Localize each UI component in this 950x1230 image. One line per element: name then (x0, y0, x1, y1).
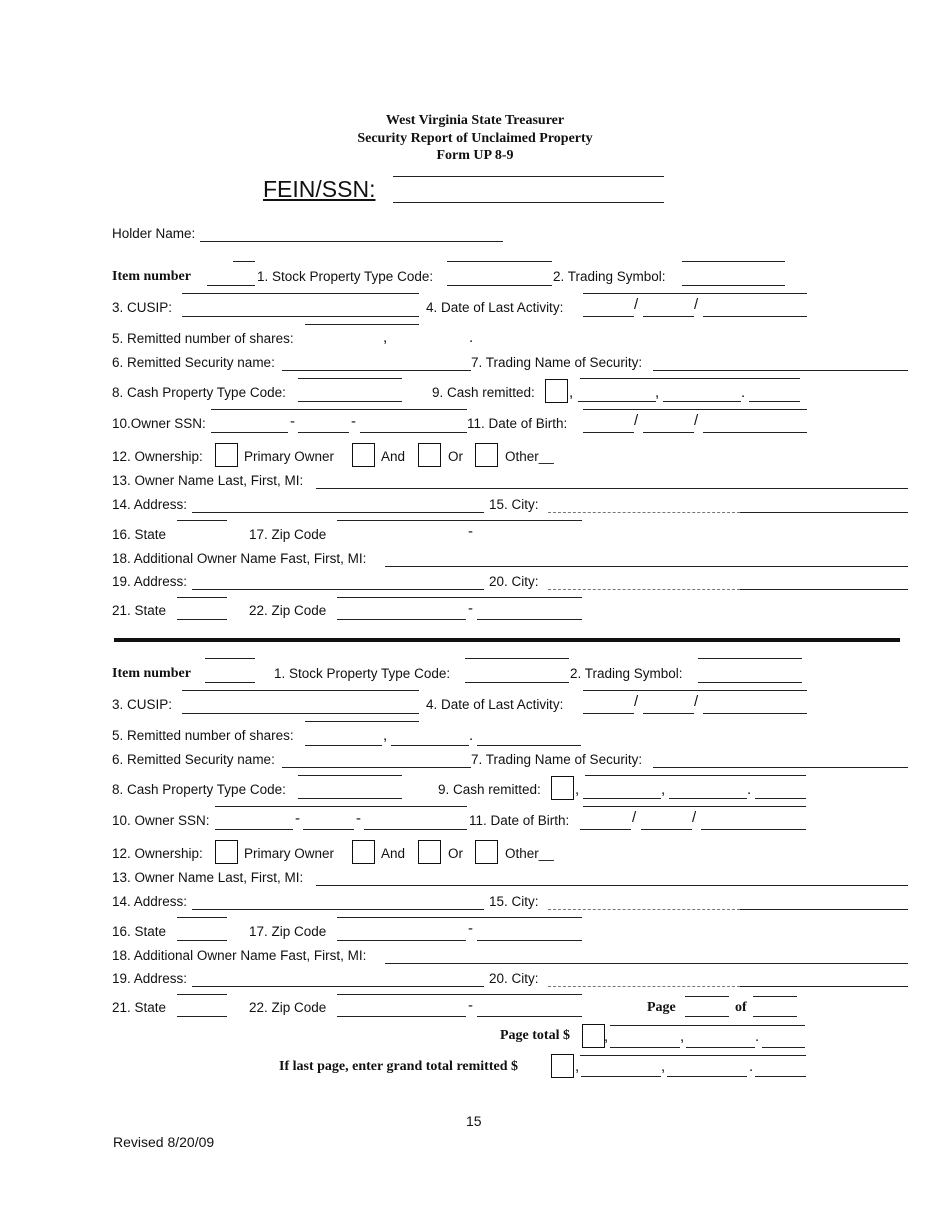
address-label: 19. Address: (112, 971, 188, 986)
dob-year-field[interactable] (703, 432, 807, 433)
last-activity-year-field[interactable] (703, 713, 807, 714)
header-form-number: Form UP 8-9 (436, 148, 514, 163)
state-field[interactable] (177, 619, 227, 620)
fein-ssn-field[interactable] (393, 202, 664, 203)
ssn-hyphen: - (295, 810, 300, 827)
page-number: 15 (466, 1113, 482, 1129)
cash-remitted-label: 9. Cash remitted: (438, 782, 541, 797)
last-activity-year-field[interactable] (703, 316, 807, 317)
date-separator: / (634, 412, 639, 429)
zip-label: 22. Zip Code (249, 603, 327, 618)
ownership-label: 12. Ownership: (112, 449, 203, 464)
date-separator: / (634, 693, 639, 710)
holder-name-field[interactable] (200, 241, 503, 242)
dob-year-field[interactable] (701, 829, 806, 830)
zip-hyphen: - (468, 920, 473, 937)
zip-hyphen: - (468, 997, 473, 1014)
city-field[interactable] (740, 986, 908, 987)
total-comma: , (680, 1028, 685, 1045)
total-comma: , (661, 1058, 666, 1075)
page-number-field[interactable] (685, 1016, 729, 1017)
stock-type-label: 1. Stock Property Type Code: (274, 666, 451, 681)
address-label: 19. Address: (112, 574, 188, 589)
cusip-label: 3. CUSIP: (112, 697, 173, 712)
security-name-field[interactable] (282, 370, 471, 371)
stock-type-label: 1. Stock Property Type Code: (257, 269, 434, 284)
cusip-label: 3. CUSIP: (112, 300, 173, 315)
owner-name-field[interactable] (316, 488, 908, 489)
zip-label: 17. Zip Code (249, 924, 327, 939)
address-field[interactable] (192, 512, 484, 513)
shares-decimal: . (469, 329, 474, 346)
owner-ssn-label: 10.Owner SSN: (112, 416, 206, 431)
ownership-primary-checkbox[interactable] (215, 443, 238, 467)
total-comma: , (575, 1058, 580, 1075)
shares-units-field[interactable] (391, 745, 469, 746)
cash-remitted-thousands-field[interactable] (583, 798, 661, 799)
other-label: Other__ (505, 846, 554, 861)
last-activity-day-field[interactable] (643, 316, 694, 317)
dob-month-field[interactable] (583, 432, 634, 433)
cash-remitted-units-field[interactable] (663, 401, 741, 402)
last-activity-month-field[interactable] (583, 316, 634, 317)
state-label: 16. State (112, 527, 167, 542)
zip-label: 22. Zip Code (249, 1000, 327, 1015)
ownership-or-checkbox[interactable] (418, 443, 441, 467)
revised-date: Revised 8/20/09 (113, 1134, 215, 1150)
other-label: Other__ (505, 449, 554, 464)
cash-remitted-units-field[interactable] (669, 798, 747, 799)
trading-symbol-field[interactable] (698, 682, 802, 683)
owner-ssn-part3-field[interactable] (364, 829, 467, 830)
total-decimal: . (755, 1028, 760, 1045)
remitted-shares-label: 5. Remitted number of shares: (112, 331, 294, 346)
additional-owner-field[interactable] (385, 566, 908, 567)
zip-ext-field[interactable] (477, 940, 582, 941)
ownership-primary-checkbox[interactable] (215, 840, 238, 864)
section-divider (114, 638, 900, 642)
owner-ssn-part3-field[interactable] (360, 432, 467, 433)
date-separator: / (694, 693, 699, 710)
stock-type-field[interactable] (465, 682, 569, 683)
stock-type-field[interactable] (447, 285, 552, 286)
zip-label: 17. Zip Code (249, 527, 327, 542)
zip-field[interactable] (337, 1016, 466, 1017)
page-total-units-field[interactable] (686, 1047, 755, 1048)
grand-total-thousands-field[interactable] (581, 1076, 661, 1077)
trading-name-label: 7. Trading Name of Security: (471, 355, 643, 370)
primary-owner-label: Primary Owner (244, 846, 335, 861)
cash-remitted-sign-box[interactable] (545, 379, 568, 403)
city-field[interactable] (740, 512, 908, 513)
or-label: Or (448, 846, 463, 861)
city-label: 20. City: (489, 574, 539, 589)
cash-comma: , (655, 384, 660, 401)
state-label: 21. State (112, 603, 167, 618)
dob-label: 11. Date of Birth: (467, 416, 568, 431)
fein-ssn-line-top (393, 176, 664, 177)
or-label: Or (448, 449, 463, 464)
shares-comma: , (383, 727, 388, 744)
page-total-thousands-field[interactable] (610, 1047, 680, 1048)
owner-ssn-part1-field[interactable] (215, 829, 293, 830)
item-number-label: Item number (112, 666, 191, 681)
owner-ssn-part2-field[interactable] (298, 432, 349, 433)
owner-name-label: 13. Owner Name Last, First, MI: (112, 473, 304, 488)
of-label: of (735, 1000, 747, 1015)
owner-name-field[interactable] (316, 885, 908, 886)
grand-total-label: If last page, enter grand total remitted $ (279, 1059, 518, 1074)
zip-field[interactable] (337, 940, 466, 941)
total-comma: , (604, 1028, 609, 1045)
zip-ext-field[interactable] (477, 1016, 582, 1017)
city-label: 15. City: (489, 894, 539, 909)
cash-remitted-label: 9. Cash remitted: (432, 385, 535, 400)
page-label: Page (647, 1000, 676, 1015)
shares-fraction-field[interactable] (477, 745, 581, 746)
owner-ssn-part1-field[interactable] (211, 432, 288, 433)
ownership-or-checkbox[interactable] (418, 840, 441, 864)
state-field[interactable] (177, 1016, 227, 1017)
cash-comma: , (661, 781, 666, 798)
fein-ssn-label: FEIN/SSN: (263, 176, 376, 202)
date-separator: / (632, 809, 637, 826)
last-activity-label: 4. Date of Last Activity: (426, 300, 564, 315)
and-label: And (381, 449, 406, 464)
additional-owner-label: 18. Additional Owner Name Fast, First, MI: (112, 551, 367, 566)
date-separator: / (694, 412, 699, 429)
zip-hyphen: - (468, 523, 473, 540)
owner-name-label: 13. Owner Name Last, First, MI: (112, 870, 304, 885)
grand-total-cents-field[interactable] (755, 1076, 806, 1077)
cusip-field[interactable] (182, 713, 419, 714)
last-activity-label: 4. Date of Last Activity: (426, 697, 564, 712)
cash-remitted-cents-field[interactable] (755, 798, 806, 799)
cash-remitted-cents-field[interactable] (749, 401, 800, 402)
address-field[interactable] (192, 909, 484, 910)
header-report-title: Security Report of Unclaimed Property (357, 131, 593, 146)
state-label: 21. State (112, 1000, 167, 1015)
zip-ext-field[interactable] (477, 619, 582, 620)
date-separator: / (692, 809, 697, 826)
cash-type-field[interactable] (298, 798, 402, 799)
total-decimal: . (749, 1058, 754, 1075)
security-name-label: 6. Remitted Security name: (112, 355, 275, 370)
city-label: 15. City: (489, 497, 539, 512)
dob-label: 11. Date of Birth: (469, 813, 570, 828)
owner-ssn-label: 10. Owner SSN: (112, 813, 210, 828)
zip-field[interactable] (337, 619, 466, 620)
trading-name-label: 7. Trading Name of Security: (471, 752, 643, 767)
page-total-cents-field[interactable] (762, 1047, 805, 1048)
security-name-field[interactable] (282, 767, 471, 768)
ssn-hyphen: - (351, 413, 356, 430)
page-total-sign-box[interactable] (582, 1024, 605, 1048)
cash-remitted-sign-box[interactable] (551, 776, 574, 800)
address-field[interactable] (192, 986, 484, 987)
trading-symbol-label: 2. Trading Symbol: (553, 269, 666, 284)
item-number-field[interactable] (207, 285, 255, 286)
last-activity-month-field[interactable] (583, 713, 634, 714)
state-field[interactable] (177, 940, 227, 941)
shares-comma: , (383, 329, 388, 346)
city-field[interactable] (740, 909, 908, 910)
dob-month-field[interactable] (580, 829, 631, 830)
trading-symbol-label: 2. Trading Symbol: (570, 666, 683, 681)
page-count-field[interactable] (753, 1016, 797, 1017)
last-activity-day-field[interactable] (643, 713, 694, 714)
date-separator: / (634, 296, 639, 313)
cash-comma: , (575, 781, 580, 798)
header-agency: West Virginia State Treasurer (385, 113, 565, 128)
city-label: 20. City: (489, 971, 539, 986)
cash-type-label: 8. Cash Property Type Code: (112, 782, 286, 797)
cash-decimal: . (741, 384, 746, 401)
owner-ssn-part2-field[interactable] (303, 829, 354, 830)
additional-owner-label: 18. Additional Owner Name Fast, First, MI: (112, 948, 367, 963)
ownership-and-checkbox[interactable] (352, 840, 375, 864)
cash-comma: , (569, 384, 574, 401)
remitted-shares-label: 5. Remitted number of shares: (112, 728, 294, 743)
additional-owner-field[interactable] (385, 963, 908, 964)
ownership-other-checkbox[interactable] (475, 840, 498, 864)
date-separator: / (694, 296, 699, 313)
item-number-label: Item number (112, 269, 191, 284)
trading-name-field[interactable] (653, 767, 908, 768)
grand-total-units-field[interactable] (667, 1076, 747, 1077)
grand-total-sign-box[interactable] (551, 1054, 574, 1078)
cusip-field[interactable] (182, 316, 419, 317)
address-label: 14. Address: (112, 894, 188, 909)
ssn-hyphen: - (290, 413, 295, 430)
item-number-field[interactable] (205, 682, 255, 683)
cash-remitted-thousands-field[interactable] (578, 401, 656, 402)
ownership-and-checkbox[interactable] (352, 443, 375, 467)
ssn-hyphen: - (356, 810, 361, 827)
page-total-label: Page total $ (500, 1028, 570, 1043)
dob-day-field[interactable] (641, 829, 692, 830)
cash-type-field[interactable] (298, 401, 402, 402)
city-field[interactable] (740, 589, 908, 590)
shares-thousands-field[interactable] (305, 745, 382, 746)
cash-decimal: . (747, 781, 752, 798)
cash-type-label: 8. Cash Property Type Code: (112, 385, 286, 400)
shares-decimal: . (469, 727, 474, 744)
zip-hyphen: - (468, 600, 473, 617)
trading-symbol-field[interactable] (682, 285, 785, 286)
address-field[interactable] (192, 589, 484, 590)
security-name-label: 6. Remitted Security name: (112, 752, 275, 767)
ownership-label: 12. Ownership: (112, 846, 203, 861)
trading-name-field[interactable] (653, 370, 908, 371)
state-label: 16. State (112, 924, 167, 939)
holder-name-label: Holder Name: (112, 226, 196, 241)
address-label: 14. Address: (112, 497, 188, 512)
primary-owner-label: Primary Owner (244, 449, 335, 464)
and-label: And (381, 846, 406, 861)
dob-day-field[interactable] (643, 432, 694, 433)
ownership-other-checkbox[interactable] (475, 443, 498, 467)
